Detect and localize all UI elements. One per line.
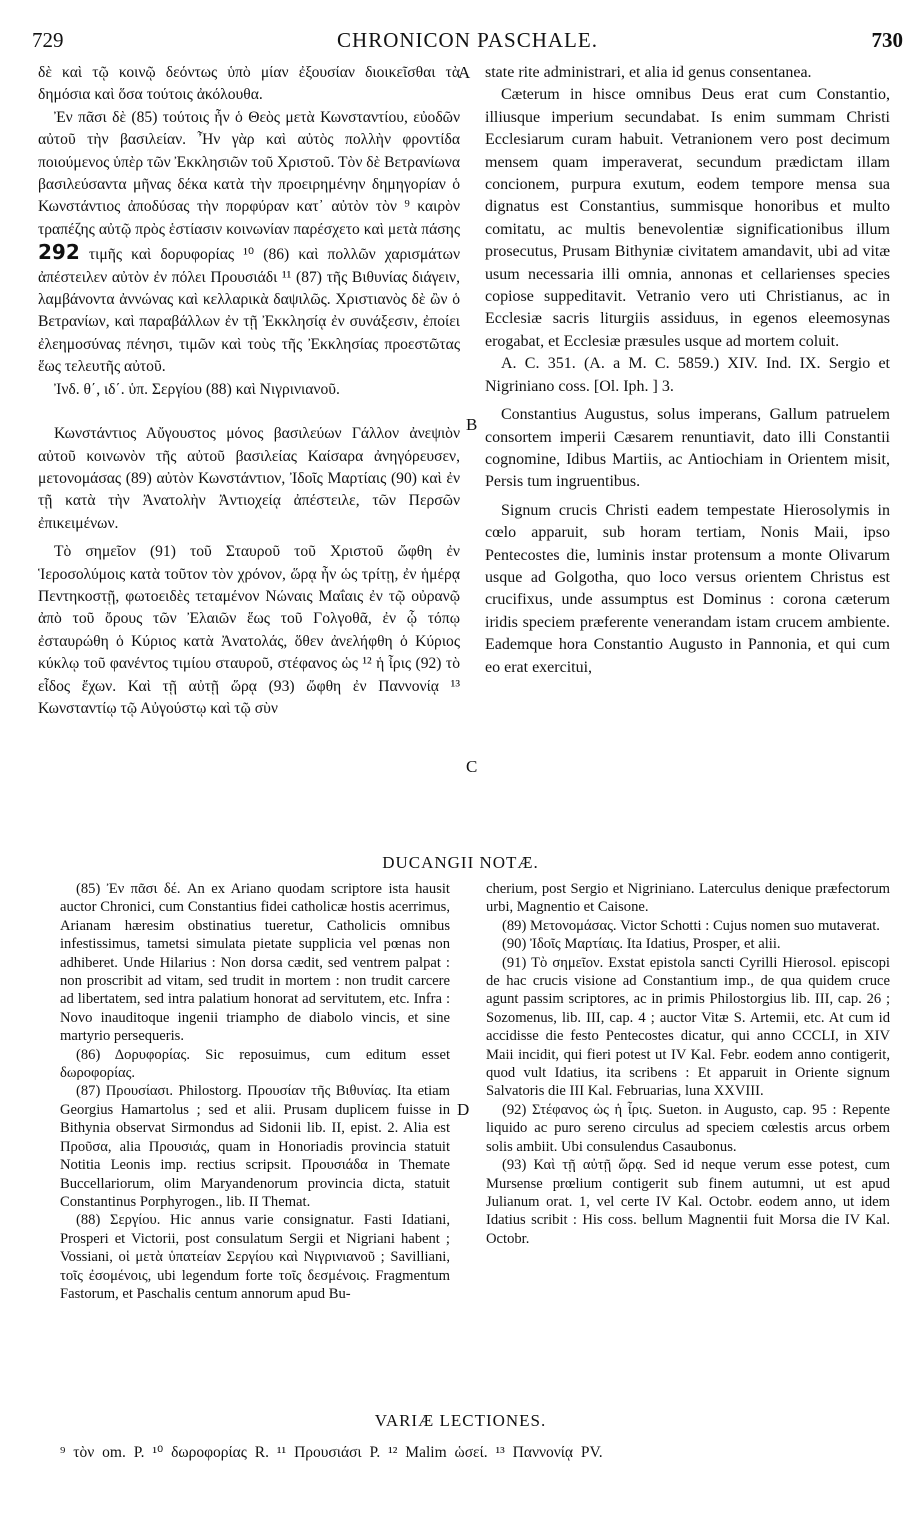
notes-right-column [486,880,890,1248]
page-number-right: 730 [871,28,903,52]
section-marker-d: D [457,1100,470,1119]
note-90: (90) Ἰδοῖς Μαρτίαις. Ita Idatius, Prosper, et alii. [502,936,781,953]
notes-left-column [60,880,450,1303]
note-91: (91) Τὸ σημεῖον. Exstat epistola sancti Cyrilli Hierosol. episcopi de hac crucis visione ad Constantium imp., de qua quidem cruce agunt passim scriptores, ac in primis Philostorgius lib. III, cap. 26 ; Sozomenus, lib. III, cap. 4 ; auctor Vitæ S. Artemii, etc. At cum id accidisse die festo Pentecostes dicatur, qui anno CCCLI, in XIV Maii incidit, qui fieri potest ut IV Kal. Febr. eodem anno contigerit, quod vult Idatius, ita scribens : Et apparuit in Oriente signum Salvatoris die III Kal. Februarias, luna XXVIII. [486,954,890,1100]
greek-paragraph-5: Τὸ σημεῖον (91) τοῦ Σταυροῦ τοῦ Χριστοῦ ὤφθη ἐν Ἱεροσολύμοις κατὰ τοῦτον τὸν χρόνον, ὥρᾳ ἦν ὡς τρίτῃ, ἐν ἡμέρᾳ Πεντηκοστῇ, φωτοειδὲς τεταμένον Νώναις Μαΐαις ἐν τῷ οὐρανῷ ἀπὸ τοῦ ὄρους τῶν Ἐλαιῶν ἕως τοῦ Γολγοθᾶ, ἐν ᾧ τόπῳ ἐσταυρώθη ὁ Κύριος κατὰ Ἀνατολάς, ὅθεν ἀνελήφθη ὁ Κύριος κύκλῳ τοῦ φανέντος τιμίου σταυροῦ, στέφανος ὡς ¹² ἡ ἶρις (92) τὸ εἶδος ἔχων. Καὶ τῇ αὐτῇ ὥρᾳ (93) ὤφθη ἐν Παννονίᾳ ¹³ Κωνσταντίῳ τῷ Αὐγούστῳ καὶ τῷ σὺν [38,543,460,717]
note-92: (92) Στέφανος ὡς ἡ ἶρις. Sueton. in Augusto, cap. 95 : Repente liquido ac puro sereno circulus ad speciem cœlestis arcus orbem solis ambiit. Ubi consulendus Casaubonus. [486,1101,890,1155]
variae-lectiones-line: ⁹ τὸν om. P. ¹⁰ δωροφορίας R. ¹¹ Προυσιάσι P. ¹² Malim ὡσεί. ¹³ Παννονίᾳ PV. [60,1444,603,1461]
note-93: (93) Καὶ τῇ αὐτῇ ὥρᾳ. Sed id neque verum esse potest, cum Mursense prœlium contigerit sub finem autumni, ut est apud Julianum orat. 1, vel certe IV Kal. Octobr. eodem anno, ut idem Idatius scribit : His coss. bellum Magnentii fuit Morsa die IV Kal. Octobr. [486,1157,890,1247]
section-marker-c: C [466,757,478,776]
latin-column [485,62,890,679]
greek-column [38,62,460,720]
section-marker-b: B [466,415,478,434]
section-marker-a: A [458,63,471,82]
variae-lectiones-heading: VARIÆ LECTIONES. [374,1411,547,1430]
latin-paragraph-5: Signum crucis Christi eadem tempestate Hierosolymis in cœlo apparuit, sub horam tertiam, Nonis Maii, ipso Pentecostes die, luminis instar protensum a monte Olivarum usque ad Golgotha, quo loco versus orientem Christus est crucifixus, unde assumptus est Dominus : corona cæterum iridis speciem præferente venerandam istam crucem ambiente. Eademque hora Constantio Augusto in Pannonia, et qui cum eo erat exercitui, [485,501,890,676]
note-87: (87) Προυσίασι. Philostorg. Προυσίαν τῆς Βιθυνίας. Ita etiam Georgius Hamartolus ; sed et alii. Prusam duplicem fuisse in Bithynia observat Sirmondus ad Sidonii lib. II, epist. 2. Alia est Προῦσα, alia Προυσιάς, quam in Honoriadis provincia statuit Notitia Leonis imp. rectius scripsit. Προυσιάδα in Themate Buccellariorum, olim Maryandenorum provincia dicta, statuit Constantinus Porphyrogen., lib. II Themat. [60,1083,450,1210]
note-86: (86) Δορυφορίας. Sic reposuimus, cum editum esset δωροφορίας. [60,1046,450,1082]
latin-paragraph-1: state rite administrari, et alia id genus consentanea. [485,64,812,81]
notes-heading: DUCANGII NOTÆ. [382,853,539,872]
note-88: (88) Σεργίου. Hic annus varie consignatur. Fasti Idatiani, Prosperi et Victorii, post consulatum Sergii et Nigriani habent ; Vossiani, οἱ μετὰ ὑπατείαν Σεργίου καὶ Νιγρινιανοῦ ; Savilliani, τοῖς ἐσομένοις, ubi legendum forte τοῖς δεσμένοις. Fragmentum Fastorum, et Paschalis centum annorum apud Bu- [60,1212,450,1302]
note-85: (85) Ἐν πᾶσι δέ. An ex Ariano quodam scriptore ista hausit auctor Chronici, cum Constantius fidei catholicæ hostis acerrimus, Arianam hæresim obstinatius tueretur, Catholicis omnibus infestissimus, tametsi simulata pietate supplicia vel pœnas non adhiberet. Unde Hilarius : Non dorsa cædit, sed ventrem palpat : non proscribit ad vitam, sed trudit in mortem : non trudit carcere ad libertatem, sed intra palatium honorat ad servitutem, etc. Infra : Novo inauditoque ingenii triampho de diabolo vincis, et sine martyrio persequeris. [60,881,450,1045]
greek-indiction-line: Ἰνδ. θ΄, ιδ΄. ὑπ. Σεργίου (88) καὶ Νιγρινιανοῦ. [54,380,340,398]
latin-year-line: A. C. 351. (A. a M. C. 5859.) XIV. Ind. IX. Sergio et Nigriniano coss. [Ol. Iph. ] 3. [485,355,890,395]
page-number-left: 729 [32,28,64,52]
greek-paragraph-2-text: Ἐν πᾶσι δὲ (85) τούτοις ἦν ὁ Θεὸς μετὰ Κωνσταντίου, εὐοδῶν αὐτοῦ τὴν βασιλείαν. Ἦν γὰρ καὶ αὐτὸς πολλὴν φροντίδα ποιούμενος ὑπὲρ τῶν Ἐκκλησιῶν τοῦ Χριστοῦ. Τὸν δὲ Βετρανίωνα βασιλεύσαντα μῆνας δέκα κατὰ τὴν προειρημένην δημηγορίαν ὁ Κωνστάντιος ἀποδύσας τὴν πορφύραν κατ᾽ αὐτὸν τὸν ⁹ καιρὸν τραπέζης αὐτῷ πρὸς ἑστίασιν κοινωνίαν παρέσχετο καὶ μετὰ πάσης [38,108,460,238]
greek-paragraph-2-cont: τιμῆς καὶ δορυφορίας ¹⁰ (86) καὶ πολλῶν χαρισμάτων ἀπέστειλεν αὐτὸν ἐν πόλει Προυσιάδι ¹¹ (87) τῆς Βιθυνίας διάγειν, λαμβάνοντα ἀννώνας καὶ κελλαρικὰ δαψιλῶς. Χριστιανὸς δὲ ὢν ὁ Βετρανίων, καὶ παραβάλλων ἐν τῇ Ἐκκλησίᾳ ἐν συνάξεσιν, ἐποίει ἐλεημοσύνας πένησι, τιμῶν καὶ τοὺς τῆς Ἐκκλησίας προεστῶτας ἕως τελευτῆς αὐτοῦ. [38,246,460,376]
greek-paragraph-2 [38,107,460,379]
running-title: CHRONICON PASCHALE. [337,28,598,52]
greek-paragraph-4: Κωνστάντιος Αὔγουστος μόνος βασιλεύων Γάλλον ἀνεψιὸν αὐτοῦ κοινωνὸν τῆς αὐτοῦ βασιλείας Καίσαρα ἀνηγόρευσεν, μετονομάσας (89) αὐτὸν Κωνστάντιον, Ἰδοῖς Μαρτίαις (90) καὶ ἐν τῇ κατὰ τὴν Ἀνατολὴν Ἀντιοχείᾳ ἀπέστειλε, τῶν Περσῶν ἐπικειμένων. [38,425,460,532]
greek-paragraph-1: δὲ καὶ τῷ κοινῷ δεόντως ὑπὸ μίαν ἐξουσίαν διοικεῖσθαι τὰ δημόσια καὶ ὅσα τούτοις ἀκόλουθα. [38,64,460,104]
note-88-cont: cherium, post Sergio et Nigriniano. Laterculus denique præfectorum urbi, Magnentio et Caisone. [486,881,890,916]
note-89: (89) Μετονομάσας. Victor Schotti : Cujus nomen suo mutaverat. [502,917,880,934]
latin-paragraph-2: Cæterum in hisce omnibus Deus erat cum Constantio, illiusque imperium secundabat. Is enim summam Christi Ecclesiarum curam habuit. Vetranionem vero post decimum mensem quam imperaverat, secundum prædictam illam concionem, purpura exutum, eodem tempore mensa sua dignatus est Constantius, summisque honoribus et multo comitatu, ac multis benevolentiæ significationibus illum prosecutus, Prusam Bithyniæ civitatem amandavit, ubi ad vitæ usum necessaria illi omnia, annonas et cellarienses species copiose suppeditavit. Vetranio vero uti Christianus, ac in Ecclesiæ sacris liturgiis assiduus, in egenos eleemosynas erogabat, et Ecclesiæ præsules usque ad mortem coluit. [485,86,890,350]
latin-paragraph-4: Constantius Augustus, solus imperans, Gallum patruelem consortem imperii Cæsarem renuntiavit, dato illi Constantii cognomine, Idibus Martiis, ac Antiochiam in Orientem misit, Persis tum ingruentibus. [485,406,890,491]
marginal-number: 292 [38,240,80,265]
running-header [32,28,903,56]
